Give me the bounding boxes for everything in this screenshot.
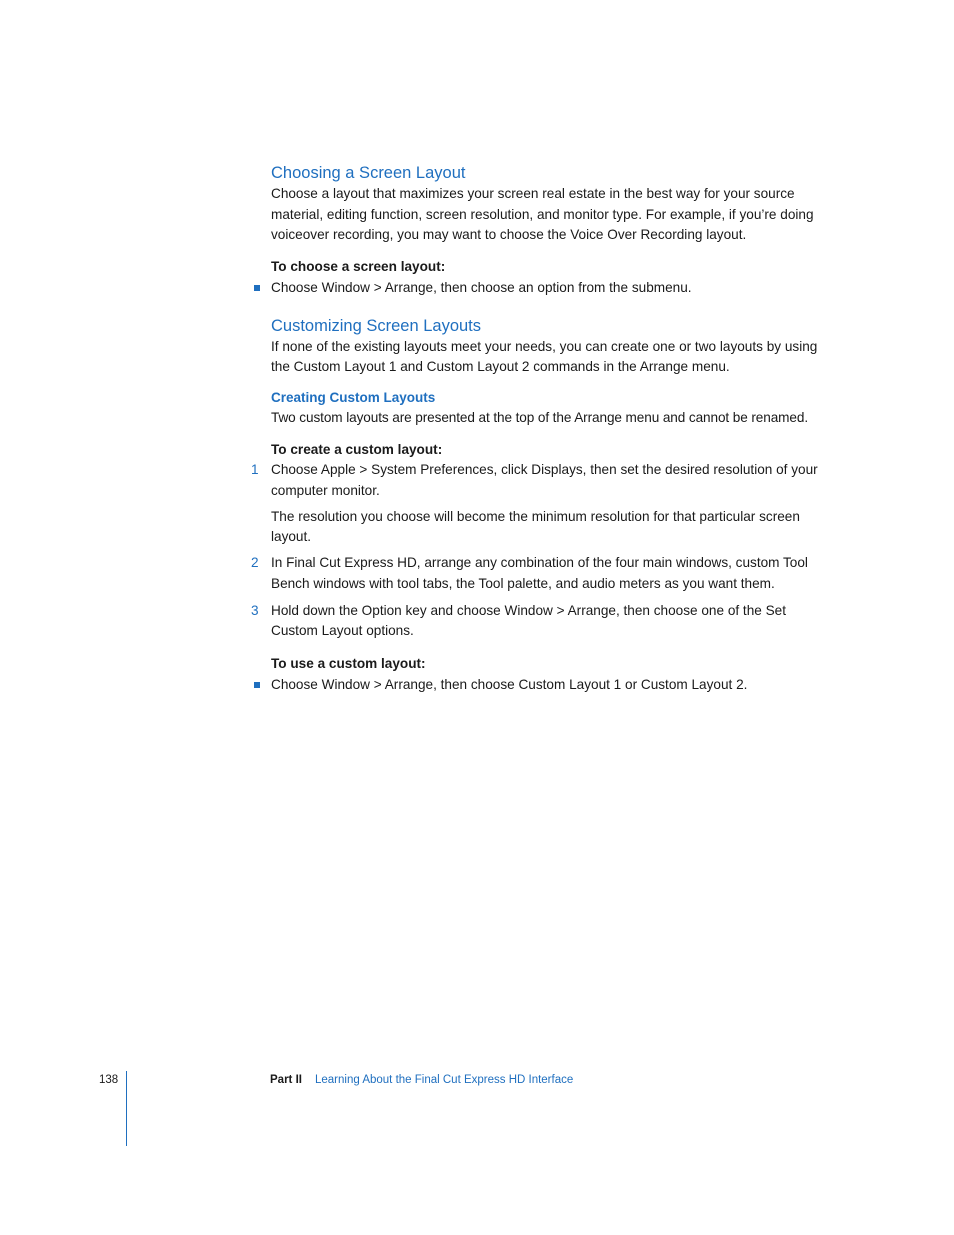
- bullet-icon: [254, 682, 260, 688]
- section-heading-choosing: Choosing a Screen Layout: [271, 164, 466, 182]
- section-heading-customizing: Customizing Screen Layouts: [271, 316, 482, 335]
- step-2: [251, 553, 831, 594]
- step-number: 3: [251, 602, 259, 618]
- bullet-text: Choose Window > Arrange, then choose Custom Layout 1 or Custom Layout 2.: [271, 676, 748, 692]
- step-text: Choose Apple > System Preferences, click Displays, then set the desired resolution of your computer monitor.: [271, 462, 818, 499]
- section-body-customizing: If none of the existing layouts meet your needs, you can create one or two layouts by using the Custom Layout 1 and Custom Layout 2 commands in the Arrange menu.: [271, 338, 818, 375]
- step-3: [251, 601, 831, 642]
- footer-part-label: Part II: [270, 1074, 302, 1086]
- task-lead-choose: To choose a screen layout:: [271, 259, 446, 275]
- page-content: [251, 162, 831, 695]
- step-text: Hold down the Option key and choose Window > Arrange, then choose one of the Set Custom Layout options.: [271, 602, 787, 639]
- task-lead-use: To use a custom layout:: [271, 655, 426, 671]
- step-number: 2: [251, 555, 259, 571]
- subsection-body-creating: Two custom layouts are presented at the top of the Arrange menu and cannot be renamed.: [271, 409, 809, 425]
- step-text: In Final Cut Express HD, arrange any combination of the four main windows, custom Tool Bench windows with tool tabs, the Tool palette, and audio meters as you want them.: [271, 555, 808, 591]
- bullet-item: [271, 278, 831, 299]
- step-1: [251, 460, 831, 548]
- step-number: 1: [251, 462, 259, 478]
- task-lead-create: To create a custom layout:: [271, 441, 443, 457]
- page-number: 138: [99, 1074, 119, 1086]
- section-body-choosing: Choose a layout that maximizes your screen real estate in the best way for your source material, editing function, screen resolution, and monitor type. For example, if you’re doing voiceover recording, you may want to choose the Voice Over Recording layout.: [271, 186, 814, 243]
- step-note: The resolution you choose will become the minimum resolution for that particular screen layout.: [271, 508, 800, 545]
- footer-divider: [126, 1071, 127, 1146]
- bullet-text: Choose Window > Arrange, then choose an option from the submenu.: [271, 279, 692, 295]
- subsection-heading-creating: Creating Custom Layouts: [271, 389, 436, 405]
- bullet-icon: [254, 285, 260, 291]
- footer-part-title: Learning About the Final Cut Express HD Interface: [315, 1074, 574, 1086]
- bullet-item: [271, 675, 831, 696]
